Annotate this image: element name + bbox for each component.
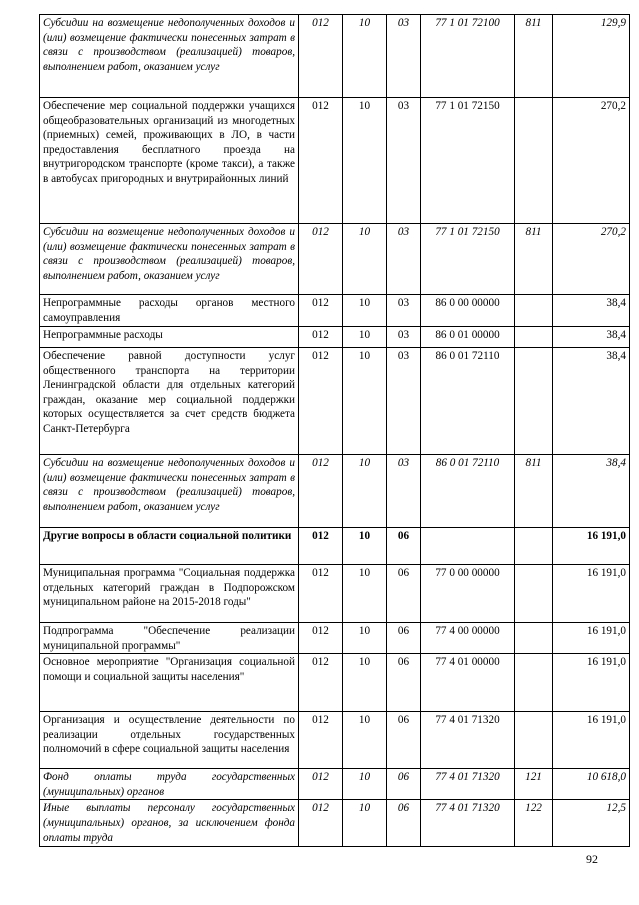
row-pr: 06 (387, 800, 421, 847)
table-row (40, 455, 630, 528)
row-vr (515, 528, 553, 565)
row-pr: 06 (387, 769, 421, 800)
row-sum: 38,4 (553, 295, 630, 327)
row-rz: 10 (343, 800, 387, 847)
row-ved: 012 (299, 800, 343, 847)
row-rz: 10 (343, 295, 387, 327)
row-csr: 77 1 01 72150 (421, 98, 515, 224)
table-row (40, 295, 630, 327)
row-sum: 16 191,0 (553, 565, 630, 623)
table-row (40, 565, 630, 623)
table-row (40, 800, 630, 847)
row-sum: 38,4 (553, 348, 630, 455)
row-rz: 10 (343, 224, 387, 295)
row-ved: 012 (299, 15, 343, 98)
row-name: Субсидии на возмещение недополученных доходов и (или) возмещение фактически понесенных затрат в связи с производством (реализацией) товаров, выполнением работ, оказанием услуг (40, 455, 299, 528)
row-pr: 03 (387, 224, 421, 295)
row-pr: 03 (387, 348, 421, 455)
row-rz: 10 (343, 455, 387, 528)
row-ved: 012 (299, 654, 343, 712)
row-sum: 38,4 (553, 327, 630, 348)
row-name: Другие вопросы в области социальной политики (40, 528, 299, 565)
row-rz: 10 (343, 565, 387, 623)
row-vr (515, 98, 553, 224)
row-ved: 012 (299, 528, 343, 565)
row-pr: 06 (387, 623, 421, 654)
table-body (40, 15, 630, 847)
budget-table (39, 14, 630, 847)
row-pr: 03 (387, 327, 421, 348)
row-csr: 77 4 00 00000 (421, 623, 515, 654)
row-rz: 10 (343, 654, 387, 712)
row-sum: 16 191,0 (553, 712, 630, 769)
row-csr: 77 1 01 72150 (421, 224, 515, 295)
row-csr: 86 0 00 00000 (421, 295, 515, 327)
row-rz: 10 (343, 712, 387, 769)
row-pr: 03 (387, 15, 421, 98)
row-csr: 86 0 01 72110 (421, 455, 515, 528)
row-pr: 06 (387, 528, 421, 565)
row-ved: 012 (299, 455, 343, 528)
row-name: Подпрограмма "Обеспечение реализации муниципальной программы" (40, 623, 299, 654)
row-rz: 10 (343, 327, 387, 348)
row-name: Муниципальная программа "Социальная поддержка отдельных категорий граждан в Подпорожском муниципальном районе на 2015-2018 годы" (40, 565, 299, 623)
row-sum: 270,2 (553, 224, 630, 295)
row-name: Субсидии на возмещение недополученных доходов и (или) возмещение фактически понесенных затрат в связи с производством (реализацией) товаров, выполнением работ, оказанием услуг (40, 15, 299, 98)
row-csr: 77 4 01 71320 (421, 800, 515, 847)
row-name: Непрограммные расходы органов местного самоуправления (40, 295, 299, 327)
row-rz: 10 (343, 528, 387, 565)
row-ved: 012 (299, 348, 343, 455)
row-vr (515, 295, 553, 327)
row-ved: 012 (299, 295, 343, 327)
row-sum: 12,5 (553, 800, 630, 847)
table-row (40, 98, 630, 224)
row-csr: 77 4 01 71320 (421, 712, 515, 769)
row-vr: 811 (515, 455, 553, 528)
row-pr: 03 (387, 295, 421, 327)
row-name: Субсидии на возмещение недополученных доходов и (или) возмещение фактически понесенных затрат в связи с производством (реализацией) товаров, выполнением работ, оказанием услуг (40, 224, 299, 295)
row-ved: 012 (299, 224, 343, 295)
row-vr: 811 (515, 15, 553, 98)
table-row (40, 623, 630, 654)
row-name: Фонд оплаты труда государственных (муниципальных) органов (40, 769, 299, 800)
row-vr (515, 565, 553, 623)
row-name: Обеспечение равной доступности услуг общественного транспорта на территории Ленинградской области для отдельных категорий граждан, оказание мер социальной поддержки которых осуществляется за счет средств бюджета Санкт-Петербурга (40, 348, 299, 455)
row-sum: 38,4 (553, 455, 630, 528)
row-ved: 012 (299, 712, 343, 769)
row-name: Непрограммные расходы (40, 327, 299, 348)
row-vr (515, 348, 553, 455)
row-rz: 10 (343, 348, 387, 455)
row-pr: 06 (387, 712, 421, 769)
row-ved: 012 (299, 769, 343, 800)
row-vr (515, 712, 553, 769)
row-sum: 16 191,0 (553, 528, 630, 565)
row-sum: 10 618,0 (553, 769, 630, 800)
row-vr (515, 654, 553, 712)
row-vr (515, 327, 553, 348)
row-csr: 77 4 01 00000 (421, 654, 515, 712)
table-row (40, 224, 630, 295)
row-name: Основное мероприятие "Организация социальной помощи и социальной защиты населения" (40, 654, 299, 712)
row-name: Обеспечение мер социальной поддержки учащихся общеобразовательных организаций из многодетных (приемных) семей, проживающих в ЛО, в части предоставления бесплатного проезда на внутригородском транспорте (кроме такси), а также в автобусах пригородных и внутрирайонных линий (40, 98, 299, 224)
row-sum: 16 191,0 (553, 623, 630, 654)
table-row (40, 769, 630, 800)
row-csr: 77 4 01 71320 (421, 769, 515, 800)
table-row (40, 528, 630, 565)
row-rz: 10 (343, 98, 387, 224)
row-rz: 10 (343, 623, 387, 654)
table-row (40, 327, 630, 348)
page-number: 92 (586, 852, 598, 866)
row-sum: 129,9 (553, 15, 630, 98)
row-csr (421, 528, 515, 565)
row-name: Иные выплаты персоналу государственных (муниципальных) органов, за исключением фонда оплаты труда (40, 800, 299, 847)
row-pr: 06 (387, 654, 421, 712)
row-ved: 012 (299, 327, 343, 348)
row-sum: 270,2 (553, 98, 630, 224)
row-rz: 10 (343, 769, 387, 800)
table-row (40, 654, 630, 712)
row-vr: 122 (515, 800, 553, 847)
row-pr: 03 (387, 98, 421, 224)
row-vr: 811 (515, 224, 553, 295)
table-row (40, 712, 630, 769)
row-name: Организация и осуществление деятельности по реализации отдельных государственных полномочий в сфере социальной защиты населения (40, 712, 299, 769)
row-ved: 012 (299, 565, 343, 623)
row-csr: 86 0 01 00000 (421, 327, 515, 348)
row-vr: 121 (515, 769, 553, 800)
row-ved: 012 (299, 623, 343, 654)
table-row (40, 348, 630, 455)
row-pr: 03 (387, 455, 421, 528)
row-sum: 16 191,0 (553, 654, 630, 712)
row-vr (515, 623, 553, 654)
row-csr: 77 1 01 72100 (421, 15, 515, 98)
table-row (40, 15, 630, 98)
row-csr: 77 0 00 00000 (421, 565, 515, 623)
row-ved: 012 (299, 98, 343, 224)
row-rz: 10 (343, 15, 387, 98)
row-pr: 06 (387, 565, 421, 623)
row-csr: 86 0 01 72110 (421, 348, 515, 455)
